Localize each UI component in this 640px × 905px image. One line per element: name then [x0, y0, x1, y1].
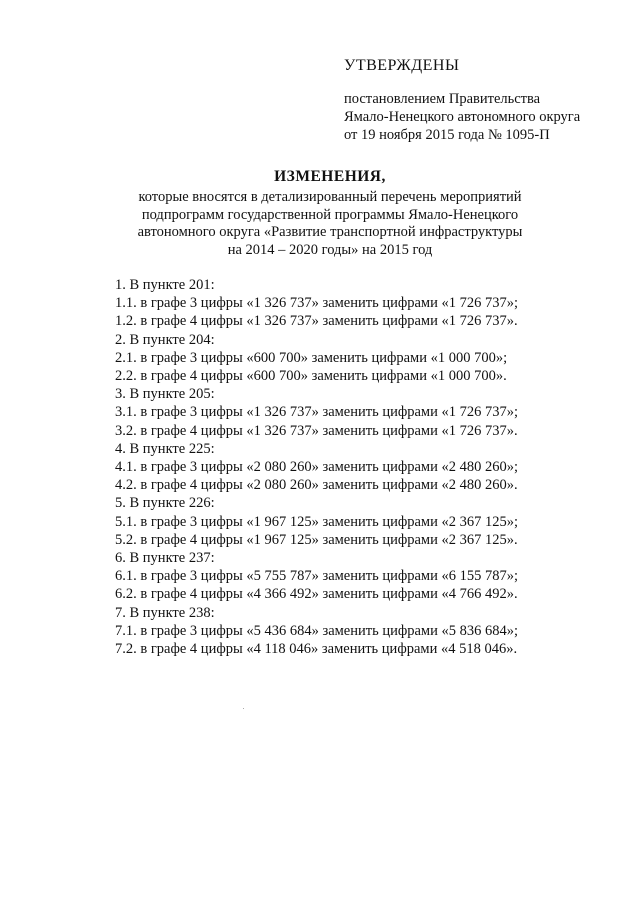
list-item: 7.1. в графе 3 цифры «5 436 684» заменить цифрами «5 836 684»;	[115, 622, 519, 639]
list-item: 5. В пункте 226:	[115, 495, 215, 512]
list-item: 2. В пункте 204:	[115, 331, 215, 348]
approval-line: Ямало-Ненецкого автономного округа	[344, 109, 581, 125]
approval-line: постановлением Правительства	[344, 91, 541, 107]
document-subtitle-line: подпрограмм государственной программы Ямало-Ненецкого	[141, 206, 519, 223]
list-item: 4.1. в графе 3 цифры «2 080 260» заменить цифрами «2 480 260»;	[115, 459, 519, 476]
document-title: ИЗМЕНЕНИЯ,	[274, 168, 386, 185]
list-item: 1. В пункте 201:	[115, 277, 215, 293]
list-item: 7. В пункте 238:	[115, 604, 215, 621]
list-item: 7.2. в графе 4 цифры «4 118 046» заменить цифрами «4 518 046».	[115, 641, 518, 658]
list-item: 3.1. в графе 3 цифры «1 326 737» заменить цифрами «1 726 737»;	[115, 404, 519, 421]
list-item: 6. В пункте 237:	[115, 550, 215, 567]
list-item: 4.2. в графе 4 цифры «2 080 260» заменить цифрами «2 480 260».	[115, 477, 518, 494]
list-item: 3.2. в графе 4 цифры «1 326 737» заменить цифрами «1 726 737».	[115, 422, 518, 439]
list-item: 5.2. в графе 4 цифры «1 967 125» заменить цифрами «2 367 125».	[115, 531, 518, 548]
list-item: 5.1. в графе 3 цифры «1 967 125» заменить цифрами «2 367 125»;	[115, 513, 519, 530]
list-item: 3. В пункте 205:	[115, 386, 215, 403]
document-subtitle-line: на 2014 – 2020 годы» на 2015 год	[227, 241, 433, 258]
list-item: 2.2. в графе 4 цифры «600 700» заменить цифрами «1 000 700».	[115, 368, 507, 385]
list-item: 2.1. в графе 3 цифры «600 700» заменить цифрами «1 000 700»;	[115, 349, 508, 366]
document-subtitle-line: которые вносятся в детализированный перечень мероприятий	[138, 189, 522, 205]
list-item: 6.1. в графе 3 цифры «5 755 787» заменить цифрами «6 155 787»;	[115, 568, 519, 585]
list-item: 4. В пункте 225:	[115, 440, 215, 457]
approval-line: от 19 ноября 2015 года № 1095-П	[344, 127, 550, 143]
changes-list	[115, 276, 585, 658]
list-item: 1.1. в графе 3 цифры «1 326 737» заменить цифрами «1 726 737»;	[115, 295, 519, 312]
document-title-block	[100, 167, 560, 259]
approval-heading: УТВЕРЖДЕНЫ	[344, 57, 460, 74]
list-item: 6.2. в графе 4 цифры «4 366 492» заменить цифрами «4 766 492».	[115, 586, 518, 603]
approval-block	[344, 56, 624, 144]
document-subtitle-line: автономного округа «Развитие транспортной инфраструктуры	[137, 224, 523, 240]
scan-speck	[243, 708, 244, 709]
list-item: 1.2. в графе 4 цифры «1 326 737» заменить цифрами «1 726 737».	[115, 313, 518, 330]
